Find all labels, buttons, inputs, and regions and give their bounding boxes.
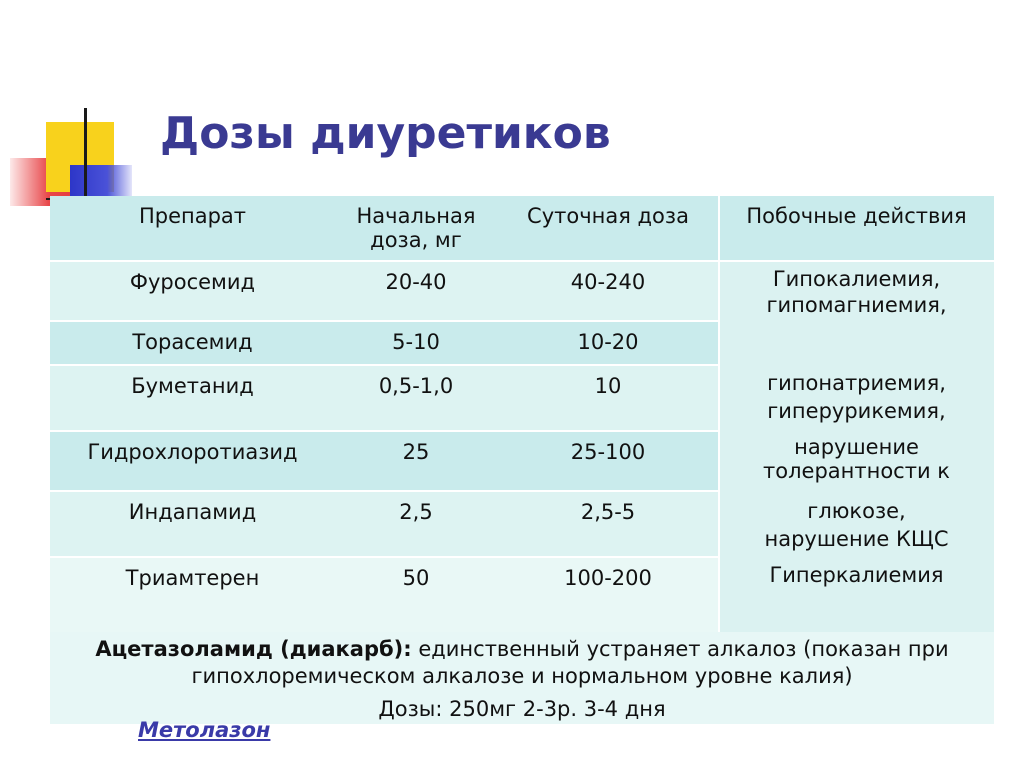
start-dose: 2,5 (399, 500, 433, 524)
side-effect-line: Гипокалиемия, (772, 267, 941, 291)
header-daily-dose: Суточная доза (527, 204, 689, 228)
drug-name: Фуросемид (129, 270, 256, 294)
table-row (50, 366, 719, 430)
header-drug: Препарат (138, 204, 247, 228)
side-effect-line: нарушение (794, 435, 919, 459)
daily-dose: 40-240 (570, 270, 646, 294)
note-line-3: Дозы: 250мг 2-3р. 3-4 дня (378, 697, 666, 721)
start-dose: 50 (402, 566, 430, 590)
side-effect-line: гипомагниемия, (766, 293, 947, 317)
table-row (50, 262, 719, 320)
daily-dose: 10-20 (577, 330, 639, 354)
table-row (50, 322, 719, 364)
daily-dose: 100-200 (564, 566, 652, 590)
daily-dose: 25-100 (570, 440, 646, 464)
table-row (50, 432, 719, 490)
start-dose: 0,5-1,0 (378, 374, 454, 398)
note-line-1 (50, 636, 994, 663)
header-start-dose: Начальная доза, мг (356, 204, 476, 252)
drug-name: Буметанид (131, 374, 254, 398)
table-row (50, 492, 719, 556)
header-side-effects: Побочные действия (746, 204, 967, 228)
table-header-row (50, 196, 994, 262)
side-effect-line: нарушение КЩС (764, 527, 949, 551)
side-effect-line: гиперурикемия, (767, 399, 946, 423)
decor-vertical-line (84, 108, 87, 208)
start-dose: 5-10 (392, 330, 440, 354)
acetazolamide-note (50, 632, 994, 724)
note-line-2: гипохлоремическом алкалозе и нормальном уровне калия) (191, 664, 853, 688)
side-effects-column (719, 262, 994, 632)
daily-dose: 2,5-5 (580, 500, 636, 524)
drug-name: Гидрохлоротиазид (87, 440, 298, 464)
start-dose: 25 (402, 440, 430, 464)
decor-blue-block (70, 165, 132, 199)
side-effect-line: гипонатриемия, (767, 371, 946, 395)
note-text-1: единственный устраняет алкалоз (показан при (411, 637, 949, 661)
side-effect-line: глюкозе, (807, 499, 906, 523)
start-dose: 20-40 (385, 270, 447, 294)
row-divider (50, 260, 994, 262)
side-effect-line: толерантности к (763, 459, 950, 483)
drug-name: Торасемид (132, 330, 253, 354)
slide-title: Дозы диуретиков (160, 108, 611, 159)
side-effect-line: Гиперкалиемия (769, 563, 944, 587)
table-row (50, 558, 719, 632)
drug-name: Индапамид (128, 500, 257, 524)
daily-dose: 10 (594, 374, 622, 398)
note-drug-name: Ацетазоламид (диакарб): (95, 637, 412, 661)
metolazone-link[interactable]: Метолазон (138, 718, 271, 742)
drug-name: Триамтерен (125, 566, 260, 590)
